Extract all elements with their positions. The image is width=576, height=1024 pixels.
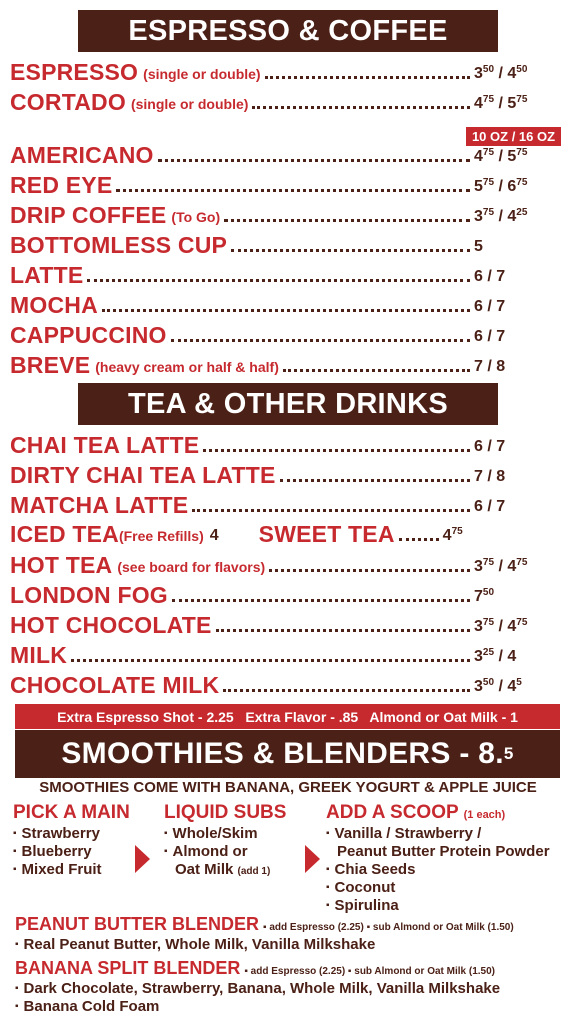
menu-item-price: 6 / 7: [474, 498, 506, 515]
liquid-subs-list: [164, 825, 270, 881]
leader-dots: [216, 629, 471, 632]
list-item: ▪ Coconut: [326, 879, 550, 897]
menu-item-name: LONDON FOG: [10, 582, 168, 608]
leader-dots: [172, 599, 470, 602]
list-item: ▪ Almond or: [164, 843, 270, 861]
list-item: ▪ Vanilla / Strawberry /: [326, 825, 550, 843]
list-item: ▪ Spirulina: [326, 897, 550, 915]
banana-split-blender-title: BANANA SPLIT BLENDER ▪ add Espresso (2.25) ▪ sub Almond or Oat Milk (1.50): [15, 958, 496, 978]
list-item: ▪ Blueberry: [13, 843, 102, 861]
menu-item-row: [10, 611, 566, 639]
menu-item-price: $3^{50} / 4^5$: [474, 677, 522, 695]
size-badge: 10 OZ / 16 OZ: [466, 127, 561, 146]
menu-item-price: 7 / 8: [474, 468, 506, 485]
menu-item-name: DRIP COFFEE: [10, 202, 167, 228]
menu-item-name: SWEET TEA: [258, 521, 395, 547]
menu-item-note: (heavy cream or half & half): [95, 359, 279, 375]
menu-item-row: [10, 641, 566, 669]
leader-dots: [265, 76, 470, 79]
menu-item-price: $3^{75} / 4^{25}$: [474, 207, 528, 225]
list-item: ▪ Whole/Skim: [164, 825, 270, 843]
menu-item-note: (single or double): [130, 96, 249, 112]
menu-item-row: [10, 201, 566, 229]
menu-item-price: $4^{75} / 5^{75}$: [474, 147, 528, 165]
menu-item-price: 4: [209, 527, 219, 544]
menu-item-price: $7^{50}$: [474, 587, 495, 605]
menu-item-row: [10, 291, 566, 319]
menu-item-note: (single or double): [143, 66, 261, 82]
list-item: ▪ Strawberry: [13, 825, 102, 843]
list-item: ▪ Mixed Fruit: [13, 861, 102, 879]
menu-item-price: $4^{75} / 5^{75}$: [474, 94, 528, 112]
menu-item-name: CORTADO: [10, 89, 126, 115]
leader-dots: [87, 279, 470, 282]
extras-bar: Extra Espresso Shot - 2.25 Extra Flavor - .85 Almond or Oat Milk - 1: [15, 704, 560, 729]
menu-item-row: [10, 431, 566, 459]
menu-item-note: (Free Refills): [118, 528, 204, 544]
add-scoop-heading: ADD A SCOOP (1 each): [326, 802, 506, 823]
menu-item-row: [10, 321, 566, 349]
menu-item-price: $3^{75} / 4^{75}$: [474, 617, 528, 635]
menu-item-price: 6 / 7: [474, 298, 506, 315]
menu-item-price: $3^{75} / 4^{75}$: [474, 557, 528, 575]
peanut-butter-blender-ingredients: ▪ Real Peanut Butter, Whole Milk, Vanilla Milkshake: [15, 936, 375, 953]
menu-item-name: AMERICANO: [10, 142, 154, 168]
menu-item-price: 6 / 7: [474, 328, 506, 345]
peanut-butter-blender-title: PEANUT BUTTER BLENDER ▪ add Espresso (2.25) ▪ sub Almond or Oat Milk (1.50): [15, 914, 514, 934]
menu-item-name: MOCHA: [10, 292, 98, 318]
menu-item-price: $3^{50} / 4^{50}$: [474, 64, 528, 82]
menu-item-row: [10, 461, 566, 489]
menu-item-name: BREVE: [10, 352, 91, 378]
leader-dots: [71, 659, 470, 662]
menu-item-price: $5^{75} / 6^{75}$: [474, 177, 528, 195]
smoothie-subtitle: SMOOTHIES COME WITH BANANA, GREEK YOGURT & APPLE JUICE: [39, 779, 537, 796]
menu-item-price: $4^{75}$: [442, 526, 463, 544]
pick-main-heading: PICK A MAIN: [13, 802, 130, 823]
leader-dots: [399, 538, 439, 541]
list-item: Oat Milk (add 1): [175, 861, 271, 878]
banana-split-blender-topping: ▪ Banana Cold Foam: [15, 998, 159, 1015]
leader-dots: [269, 569, 470, 572]
menu-item-name: LATTE: [10, 262, 84, 288]
add-scoop-list: [326, 825, 550, 915]
leader-dots: [252, 106, 470, 109]
menu-item-row: [10, 551, 566, 579]
menu-item-price: 5: [474, 238, 483, 255]
menu-item-price: $3^{25} / 4$: [474, 647, 517, 665]
menu-item-name: BOTTOMLESS CUP: [10, 232, 228, 258]
menu-item-row: [10, 141, 566, 169]
menu-item-name: MATCHA LATTE: [10, 492, 189, 518]
menu-item-name: HOT TEA: [10, 552, 113, 578]
menu-item-name: CHOCOLATE MILK: [10, 672, 220, 698]
leader-dots: [116, 189, 470, 192]
tea-section-header: TEA & OTHER DRINKS: [78, 383, 498, 425]
menu-item-name: MILK: [10, 642, 68, 668]
menu-item-price: 6 / 7: [474, 438, 506, 455]
pick-main-list: [13, 825, 102, 879]
menu-item-name: ICED TEA: [10, 521, 119, 547]
leader-dots: [192, 509, 470, 512]
menu-item-name: CHAI TEA LATTE: [10, 432, 200, 458]
list-item: ▪ Chia Seeds: [326, 861, 550, 879]
leader-dots: [231, 249, 470, 252]
menu-item-row: [10, 351, 566, 379]
menu-item-row: [10, 171, 566, 199]
leader-dots: [280, 479, 470, 482]
leader-dots: [102, 309, 470, 312]
iced-sweet-tea-row: [10, 520, 566, 548]
banana-split-blender-ingredients: ▪ Dark Chocolate, Strawberry, Banana, Whole Milk, Vanilla Milkshake: [15, 980, 500, 997]
menu-item-row: [10, 231, 566, 259]
menu-item-name: RED EYE: [10, 172, 113, 198]
arrow-right-icon: [305, 845, 320, 873]
leader-dots: [158, 159, 470, 162]
leader-dots: [171, 339, 470, 342]
leader-dots: [223, 689, 470, 692]
menu-item-name: HOT CHOCOLATE: [10, 612, 212, 638]
menu-item-price: 6 / 7: [474, 268, 506, 285]
menu-item-row: [10, 491, 566, 519]
menu-item-row: [10, 671, 566, 699]
menu-item-row: [10, 581, 566, 609]
menu-item-row: [10, 88, 566, 116]
menu-item-note: (To Go): [171, 209, 221, 225]
menu-item-name: DIRTY CHAI TEA LATTE: [10, 462, 276, 488]
menu-item-name: CAPPUCCINO: [10, 322, 167, 348]
leader-dots: [224, 219, 470, 222]
menu-item-note: (see board for flavors): [117, 559, 266, 575]
coffee-section-header: ESPRESSO & COFFEE: [78, 10, 498, 52]
menu-item-name: ESPRESSO: [10, 59, 139, 85]
menu-item-row: [10, 58, 566, 86]
liquid-subs-heading: LIQUID SUBS: [164, 802, 287, 823]
smoothies-section-header: SMOOTHIES & BLENDERS - 8. 5: [15, 730, 560, 778]
arrow-right-icon: [135, 845, 150, 873]
list-item: Peanut Butter Protein Powder: [337, 843, 550, 860]
menu-item-row: [10, 261, 566, 289]
leader-dots: [203, 449, 470, 452]
menu-item-price: 7 / 8: [474, 358, 506, 375]
leader-dots: [283, 369, 470, 372]
